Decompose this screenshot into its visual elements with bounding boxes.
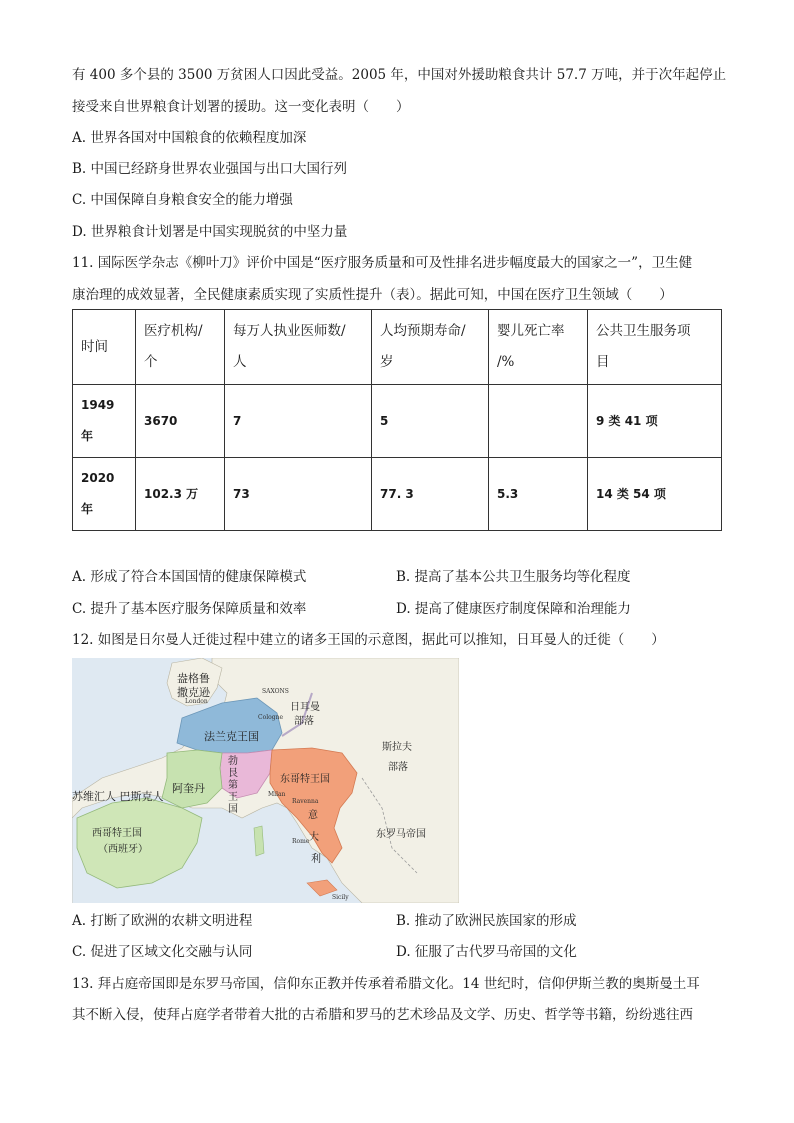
q12-option-a: A. 打断了欧洲的农耕文明进程 xyxy=(72,913,253,929)
map-label-anglo-saxon: 盎格鲁 xyxy=(177,672,210,685)
map-label-spain: （西班牙） xyxy=(98,844,148,855)
map-label-aquitaine: 阿奎丹 xyxy=(172,782,205,795)
germanic-kingdoms-map xyxy=(72,658,459,903)
map-label-cologne: Cologne xyxy=(258,714,283,721)
q12-option-c: C. 促进了区域文化交融与认同 xyxy=(72,944,253,960)
q13-stem-line1: 13. 拜占庭帝国即是东罗马帝国，信仰东正教并传承着希腊文化。14 世纪时，信仰伊斯兰教的奥斯曼土耳 xyxy=(72,976,700,992)
table-cell: 3670 xyxy=(136,385,225,458)
map-label-italy-2: 大 xyxy=(309,832,319,843)
q10-stem-line1: 有 400 多个县的 3500 万贫困人口因此受益。2005 年，中国对外援助粮食共计 57.7 万吨，并于次年起停止 xyxy=(72,67,727,83)
q12-option-b: B. 推动了欧洲民族国家的形成 xyxy=(396,913,577,929)
map-label-visigoth: 西哥特王国 xyxy=(92,828,142,839)
map-label-frank: 法兰克王国 xyxy=(204,730,259,743)
table-cell-year: 2020 年 xyxy=(73,458,136,531)
table-cell-year: 1949 年 xyxy=(73,385,136,458)
table-header-row xyxy=(73,310,722,385)
table-header-cell: 医疗机构/ 个 xyxy=(136,310,225,385)
map-label-byzantine: 东罗马帝国 xyxy=(376,829,426,840)
map-label-italy-3: 利 xyxy=(311,854,321,865)
table-cell: 73 xyxy=(225,458,372,531)
table-cell: 102.3 万 xyxy=(136,458,225,531)
table-cell: 5 xyxy=(372,385,489,458)
q13-stem-line2: 其不断入侵，使拜占庭学者带着大批的古希腊和罗马的艺术珍品及文学、历史、哲学等书籍，纷纷逃往西 xyxy=(72,1007,693,1023)
map-label-london: London xyxy=(185,698,208,705)
table-cell: 9 类 41 项 xyxy=(588,385,722,458)
map-label-saxons: SAXONS xyxy=(262,688,289,695)
map-label-ostrogoth: 东哥特王国 xyxy=(280,774,330,785)
map-label-rome: Rome xyxy=(292,838,310,845)
table-cell: 77. 3 xyxy=(372,458,489,531)
table-header-cell: 每万人执业医师数/ 人 xyxy=(225,310,372,385)
map-label-slav-2: 部落 xyxy=(388,762,408,773)
table-header-cell: 婴儿死亡率 /% xyxy=(489,310,588,385)
table-header-cell: 时间 xyxy=(73,310,136,385)
q12-option-d: D. 征服了古代罗马帝国的文化 xyxy=(396,944,577,960)
table-row xyxy=(73,458,722,531)
map-label-anglo-saxon-2: 撒克逊 xyxy=(177,686,210,699)
map-label-sueves-basques: 苏维汇人 巴斯克人 xyxy=(72,790,164,803)
table-cell: 14 类 54 项 xyxy=(588,458,722,531)
q10-option-a: A. 世界各国对中国粮食的依赖程度加深 xyxy=(72,130,307,146)
map-label-italy-1: 意 xyxy=(308,810,318,821)
q11-stem-line1: 11. 国际医学杂志《柳叶刀》评价中国是“医疗服务质量和可及性排名进步幅度最大的国家之一”，卫生健 xyxy=(72,255,693,271)
q11-option-a: A. 形成了符合本国国情的健康保障模式 xyxy=(72,569,307,585)
q11-stem-line2: 康治理的成效显著，全民健康素质实现了实质性提升（表）。据此可知，中国在医疗卫生领域（ ） xyxy=(72,287,673,303)
table-cell: 5.3 xyxy=(489,458,588,531)
table-cell xyxy=(489,385,588,458)
q11-option-c: C. 提升了基本医疗服务保障质量和效率 xyxy=(72,601,307,617)
map-label-germanic: 日耳曼 xyxy=(290,702,320,713)
q11-option-b: B. 提高了基本公共卫生服务均等化程度 xyxy=(396,569,631,585)
q10-option-d: D. 世界粮食计划署是中国实现脱贫的中坚力量 xyxy=(72,224,348,240)
sardinia xyxy=(254,826,264,856)
map-label-ravenna: Ravenna xyxy=(292,798,319,805)
q10-option-b: B. 中国已经跻身世界农业强国与出口大国行列 xyxy=(72,161,348,177)
q11-data-table xyxy=(72,309,722,531)
q10-stem-line2: 接受来自世界粮食计划署的援助。这一变化表明（ ） xyxy=(72,99,410,115)
map-label-burgundy: 勃艮第王国 xyxy=(228,756,238,815)
q12-stem: 12. 如图是日尔曼人迁徙过程中建立的诸多王国的示意图，据此可以推知，日耳曼人的迁徙（ ） xyxy=(72,632,665,648)
q11-option-d: D. 提高了健康医疗制度保障和治理能力 xyxy=(396,601,631,617)
table-header-cell: 公共卫生服务项 目 xyxy=(588,310,722,385)
table-row xyxy=(73,385,722,458)
table-cell: 7 xyxy=(225,385,372,458)
map-label-slav: 斯拉夫 xyxy=(382,742,412,753)
q10-option-c: C. 中国保障自身粮食安全的能力增强 xyxy=(72,192,293,208)
map-label-germanic-2: 部落 xyxy=(294,716,314,727)
table-header-cell: 人均预期寿命/ 岁 xyxy=(372,310,489,385)
map-label-sicily: Sicily xyxy=(332,894,349,901)
map-label-milan: Milan xyxy=(268,791,286,798)
